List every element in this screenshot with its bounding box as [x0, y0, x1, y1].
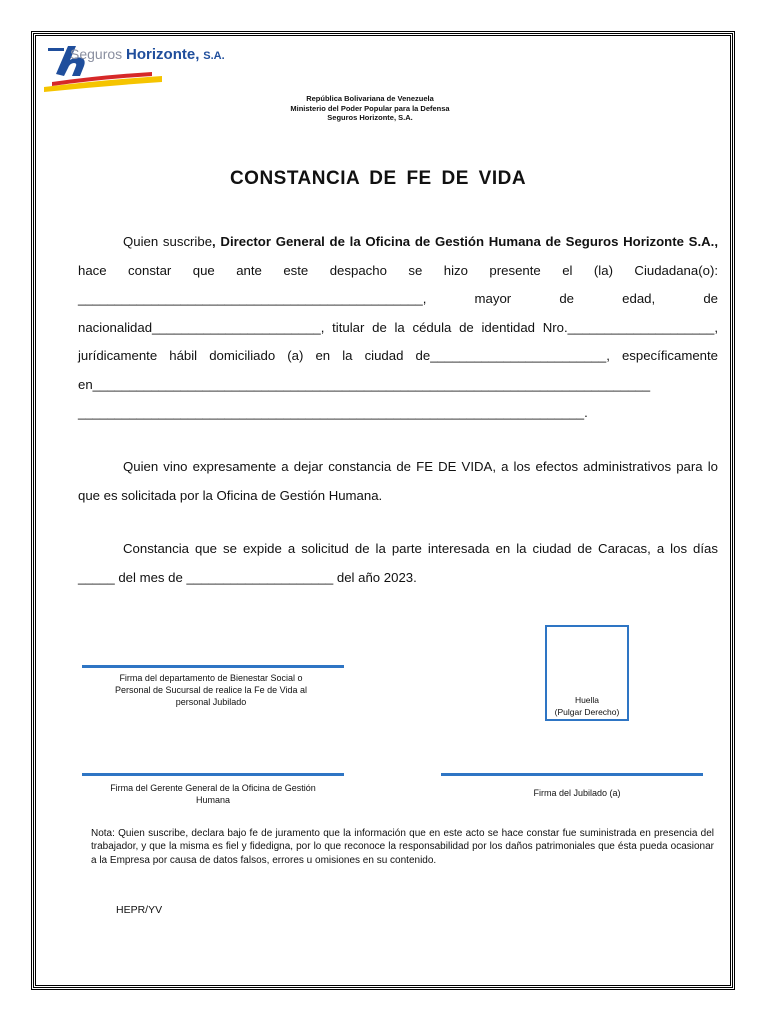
- brand-sa: S.A.: [203, 50, 225, 62]
- document-reference: HEPR/YV: [116, 904, 163, 916]
- para1-signer: , Director General de la Oficina de Gestión Humana de Seguros Horizonte S.A.,: [212, 234, 718, 249]
- legal-note: Nota: Quien suscribe, declara bajo fe de juramento que la información que en este acto se hace constar fue suministrada en presencia del trabajador, y que la misma es fiel y fidedigna, por lo que reconoce la responsabilidad por los daños patrimoniales que ésta pueda ocasionar a la Empresa por causa de datos falsos, errores u omisiones en su contenido.: [91, 828, 714, 866]
- thumbprint-caption: [545, 694, 629, 718]
- retiree-signature-caption: Firma del Jubilado (a): [533, 788, 621, 798]
- welfare-signature-caption: Firma del departamento de Bienestar Social o Personal de Sucursal de realice la Fe de Vida al personal Jubilado: [115, 673, 307, 707]
- thumbprint-label: Huella: [574, 695, 600, 705]
- paragraph-issuance: [78, 535, 718, 592]
- para3-text: Constancia que se expide a solicitud de la parte interesada en la ciudad de Caracas, a los días _____ del mes de ____________________ del año 2023.: [78, 541, 718, 585]
- welfare-signature-line[interactable]: [82, 665, 344, 668]
- para1-rest: hace constar que ante este despacho se hizo presente el (la) Ciudadana(o): _______________________________________________, mayor de edad, de nacionalidad_______________________, titular de la cédula de identidad Nro.____________________, jurídicamente hábil domiciliado (a) en la ciudad de________________________, específicamente en____________________________________________________________________________ _____________________________________________________________________.: [78, 262, 718, 420]
- manager-signature-line[interactable]: [82, 773, 344, 776]
- company-name: [70, 46, 225, 63]
- brand-bold: Horizonte,: [126, 46, 200, 63]
- brand-light: Seguros: [70, 46, 123, 62]
- paragraph-purpose: [78, 453, 718, 510]
- thumbprint-sublabel: (Pulgar Derecho): [554, 707, 620, 717]
- header-line-1: República Bolivariana de Venezuela: [306, 94, 434, 103]
- header-line-2: Ministerio del Poder Popular para la Defensa: [290, 103, 450, 113]
- para2-text: Quien vino expresamente a dejar constancia de FE DE VIDA, a los efectos administrativos para lo que es solicitada por la Oficina de Gestión Humana.: [78, 459, 718, 503]
- retiree-signature-line[interactable]: [441, 773, 703, 776]
- institution-header: [0, 94, 740, 123]
- header-line-3: Seguros Horizonte, S.A.: [327, 113, 413, 122]
- manager-signature-caption: Firma del Gerente General de la Oficina de Gestión Humana: [110, 783, 316, 805]
- document-title: CONSTANCIA DE FE DE VIDA: [229, 168, 527, 189]
- para1-lead: Quien suscribe: [123, 234, 213, 249]
- paragraph-certification: [78, 228, 718, 428]
